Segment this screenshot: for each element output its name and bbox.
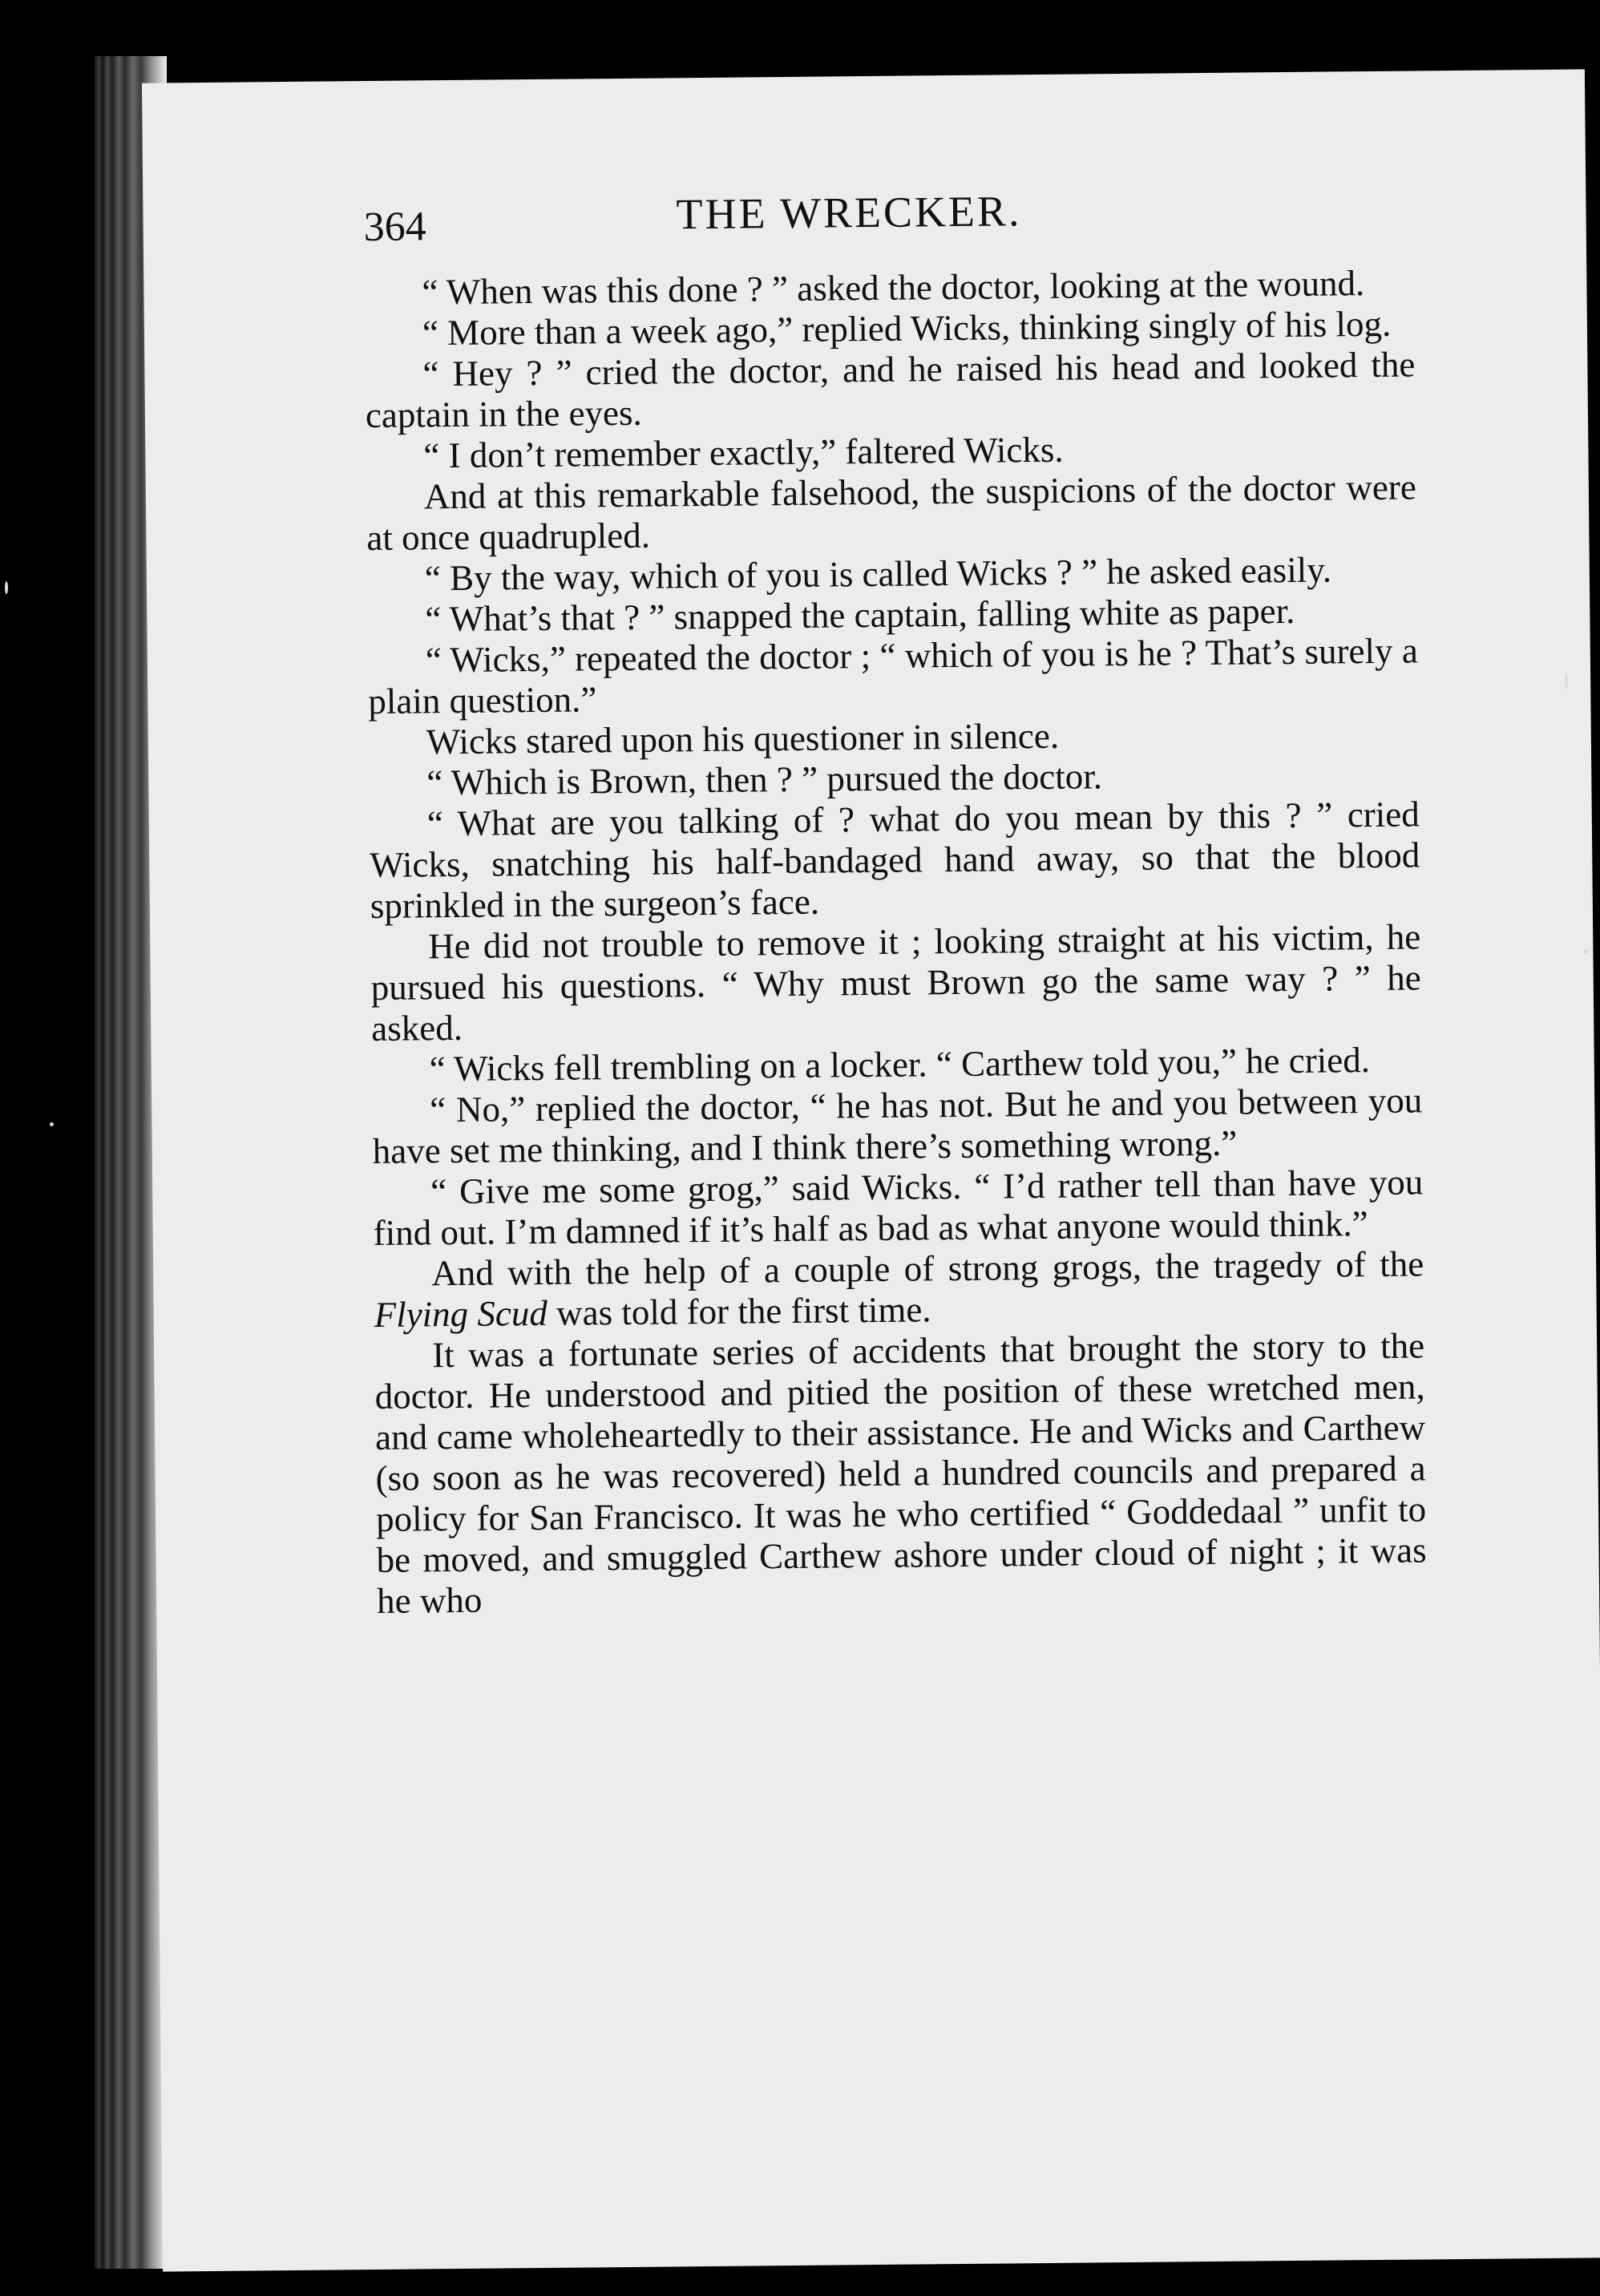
- scan-speck: [50, 1122, 54, 1126]
- paragraph: It was a fortunate series of accidents that brought the story to the doctor. He understood and pitied the position of these wretched men, and came wholeheartedly to their assistance. He and Wicks and Carthew (so soon as he was recovered) held a hundred councils and prepared a policy for San Francisco. It was he who certified “ Goddedaal ” unfit to be moved, and smuggled Carthew ashore under cloud of night ; it was he who: [374, 1325, 1427, 1621]
- paragraph: “ Hey ? ” cried the doctor, and he raised his head and looked the captain in the eyes.: [365, 344, 1416, 436]
- paragraph: “ By the way, which of you is called Wicks ? ” he asked easily.: [424, 549, 1332, 599]
- paragraph: “ What’s that ? ” snapped the captain, falling white as paper.: [425, 590, 1295, 640]
- page-text: [363, 187, 1427, 1621]
- book-page: [142, 69, 1600, 2271]
- page-number: 364: [363, 204, 426, 251]
- paragraph: “ Which is Brown, then ? ” pursued the doctor.: [426, 756, 1103, 803]
- ship-name: Flying Scud: [374, 1292, 548, 1335]
- paragraph: “ More than a week ago,” replied Wicks, thinking singly of his log.: [422, 303, 1392, 354]
- scan-speck: [1584, 949, 1589, 954]
- paragraph: “ No,” replied the doctor, “ he has not. But he and you between you have set me thinking, and I think there’s something wrong.”: [372, 1080, 1423, 1171]
- paragraph: And at this remarkable falsehood, the suspicions of the doctor were at once quadrupled.: [366, 467, 1417, 559]
- paragraph: “ Give me some grog,” said Wicks. “ I’d rather tell than have you find out. I’m damned if it’s half as bad as what anyone would think.”: [373, 1162, 1424, 1253]
- scan-speck: [1565, 672, 1568, 689]
- paragraph: “ What are you talking of ? what do you mean by this ? ” cried Wicks, snatching his half-bandaged hand away, so that the blood sprinkled in the surgeon’s face.: [370, 794, 1420, 927]
- paragraph: “ When was this done ? ” asked the doctor, looking at the wound.: [422, 263, 1365, 313]
- scan-speck: [5, 581, 8, 594]
- paragraph: “ Wicks,” repeated the doctor ; “ which of you is he ? That’s surely a plain question.”: [368, 630, 1419, 722]
- paragraph: “ Wicks fell trembling on a locker. “ Carthew told you,” he cried.: [429, 1040, 1371, 1089]
- paragraph: “ I don’t remember exactly,” faltered Wicks.: [423, 429, 1064, 476]
- paragraph: He did not trouble to remove it ; looking straight at his victim, he pursued his questions. “ Why must Brown go the same way ? ” he asked.: [370, 916, 1421, 1049]
- running-head: [363, 187, 1414, 261]
- running-title: THE WRECKER.: [676, 187, 1022, 239]
- paragraph: Wicks stared upon his questioner in silence.: [426, 715, 1060, 762]
- paragraph: And with the help of a couple of strong grogs, the tragedy of the Flying Scud was told for the first time.: [374, 1243, 1424, 1335]
